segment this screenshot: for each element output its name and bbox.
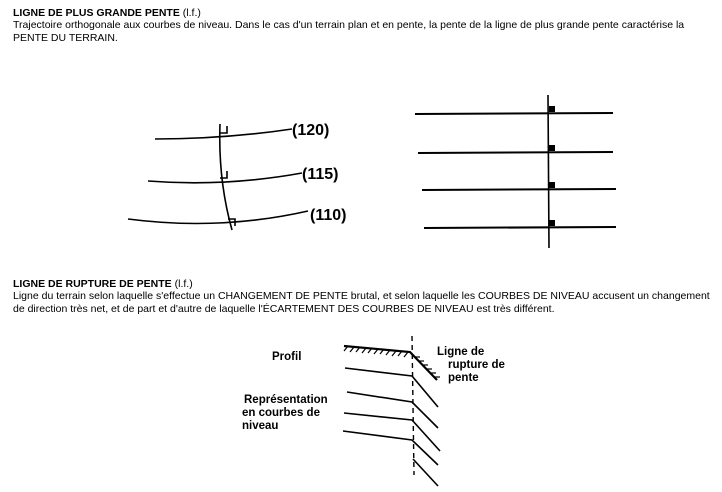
label-repr-2: en courbes de: [242, 407, 320, 419]
profile-line: [344, 346, 437, 380]
label-repr-1: Représentation: [244, 394, 328, 406]
repr-contour-2: [347, 392, 438, 428]
entry-definition: Trajectoire orthogonale aux courbes de niveau. Dans le cas d'un terrain plan et en pente, la pente de la ligne de plus grande pente caractérise la PENTE DU TERRAIN.: [13, 19, 685, 44]
label-repr-3: niveau: [242, 420, 279, 432]
repr-contour-5: [413, 459, 438, 486]
repr-contour-3: [344, 413, 440, 451]
label-rupture-1: Ligne de: [437, 346, 485, 358]
entry-term: LIGNE DE RUPTURE DE PENTE: [13, 278, 172, 290]
entry-term: LIGNE DE PLUS GRANDE PENTE: [13, 7, 180, 19]
entry-definition: Ligne du terrain selon laquelle s'effectue un CHANGEMENT DE PENTE brutal, et selon laquelle les COURBES DE NIVEAU accusent un changement de direction très net, et de part et d'autre de laquelle l'ÉCARTEMENT DES COURBES DE NIVEAU est très différent.: [13, 290, 710, 315]
repr-contour-1: [345, 368, 438, 407]
contour-label-110: (110): [310, 207, 347, 224]
repr-contour-4: [343, 431, 438, 465]
entry-gender: (l.f.): [182, 7, 201, 19]
label-profil: Profil: [272, 351, 302, 363]
contour-label-120: (120): [292, 122, 330, 139]
label-rupture-2: rupture de: [448, 359, 505, 371]
contour-label-115: (115): [302, 166, 339, 183]
entry-gender: (l.f.): [174, 278, 193, 290]
label-rupture-3: pente: [448, 372, 479, 384]
